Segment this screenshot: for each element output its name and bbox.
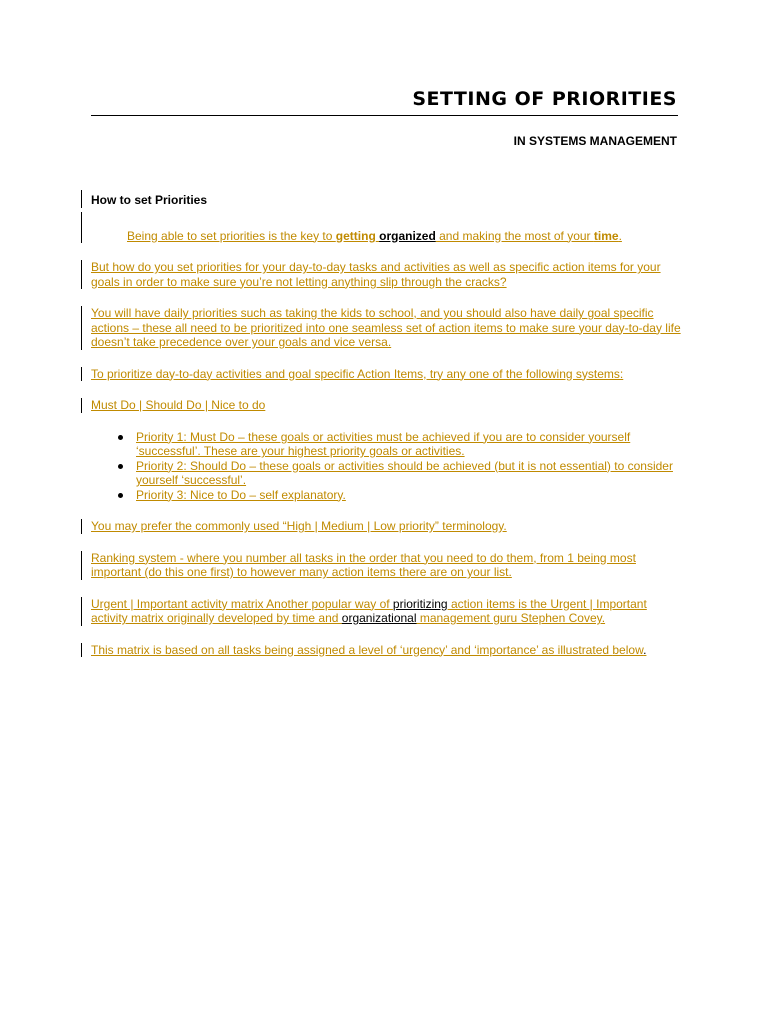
organizational-link[interactable]: organizational — [341, 611, 417, 625]
organized-link[interactable]: organized — [379, 228, 436, 243]
matrix-text[interactable]: This matrix is based on all tasks being assigned a level of ‘urgency’ and ‘importance’ as illustrated — [91, 642, 613, 657]
document-body — [91, 190, 681, 674]
getting-link[interactable]: getting — [335, 228, 376, 243]
paragraph-must-should-nice[interactable]: Must Do | Should Do | Nice to do — [91, 398, 681, 413]
document-subtitle: IN SYSTEMS MANAGEMENT — [513, 134, 677, 148]
document-title: SETTING OF PRIORITIES — [412, 88, 677, 110]
urgent-important-text-1[interactable]: Urgent | Important activity matrix Another popular way of — [91, 596, 393, 611]
paragraph-daily-priorities[interactable]: You will have daily priorities such as taking the kids to school, and you should also have daily goal specific actions – these all need to be prioritized into one seamless set of action items to make sure your day-to-day life doesn’t take precedence over your goals and vice versa. — [91, 306, 681, 349]
priority-list — [91, 430, 681, 503]
prioritizing-link[interactable]: prioritizing — [392, 596, 448, 611]
intro-part-1: Being able to set priorities is the key to — [127, 228, 336, 243]
list-item-priority-3[interactable]: Priority 3: Nice to Do – self explanatory. — [136, 488, 681, 503]
paragraph-prioritize-systems[interactable]: To prioritize day-to-day activities and goal specific Action Items, try any one of the following systems: — [91, 367, 681, 382]
urgent-important-text-2[interactable]: action items is the Urgent | Important activity matrix originally developed by time and — [91, 596, 647, 625]
title-divider — [91, 115, 678, 116]
paragraph-high-medium-low[interactable]: You may prefer the commonly used “High | Medium | Low priority” terminology. — [91, 519, 681, 534]
intro-part-2: and making the most of your — [435, 228, 594, 243]
below-link[interactable]: below — [612, 642, 644, 657]
section-heading — [91, 190, 681, 208]
intro-text — [91, 229, 681, 244]
paragraph-ranking-system[interactable]: Ranking system - where you number all tasks in the order that you need to do them, from 1 being most important (do this one first) to however many action items there are on your list. — [91, 551, 681, 580]
intro-part-3: . — [618, 228, 622, 243]
list-item-priority-1[interactable]: Priority 1: Must Do – these goals or activities must be achieved if you are to consider yourself ‘successful’. These are your highest priority goals or activities. — [136, 430, 681, 459]
paragraph-daily-tasks[interactable]: But how do you set priorities for your day-to-day tasks and activities as well as specific action items for your goals in order to make sure you’re not letting anything slip through the cracks? — [91, 260, 681, 289]
paragraph-urgent-important — [91, 597, 681, 626]
paragraph-matrix — [91, 643, 681, 658]
list-item-priority-2[interactable]: Priority 2: Should Do – these goals or activities should be achieved (but it is not essential) to consider yourself ‘successful’. — [136, 459, 681, 488]
urgent-important-text-3[interactable]: management guru Stephen Covey. — [416, 611, 606, 625]
time-link[interactable]: time — [593, 228, 619, 243]
section-heading-text: How to set Priorities — [91, 193, 208, 207]
matrix-period: . — [643, 642, 647, 657]
intro-paragraph — [91, 212, 681, 244]
